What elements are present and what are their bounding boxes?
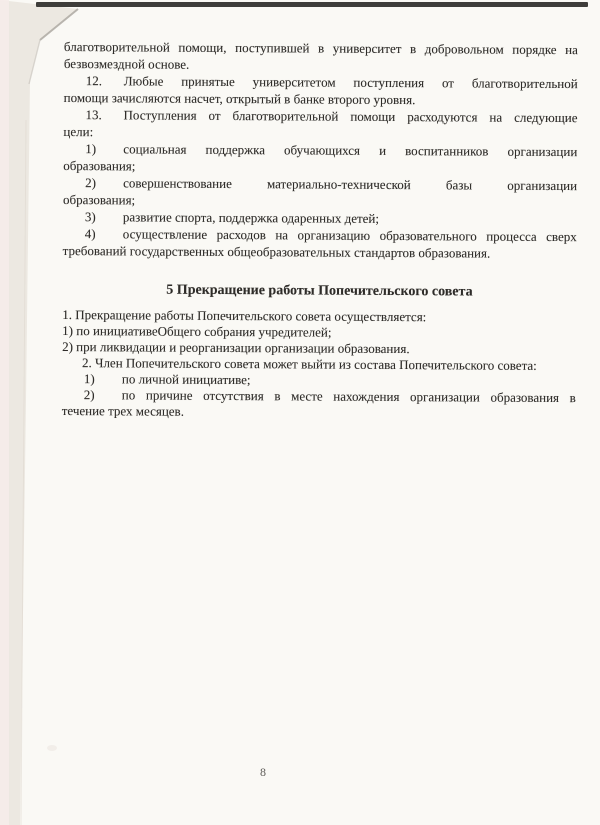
line-text: осуществление расходов на организацию образовательного процесса сверх: [122, 226, 577, 245]
line-text: образования;: [62, 191, 136, 208]
line-text: по причине отсутствия в месте нахождения организации образования в: [121, 387, 576, 406]
line-text: Поступления от благотворительной помощи расходуются на следующие: [123, 107, 578, 126]
line-text: 2. Член Попечительского совета может выйти из состава Попечительского совета:: [81, 355, 537, 373]
item-number: 1): [83, 371, 95, 387]
item-number: 2): [85, 175, 97, 191]
item-number: 3): [84, 209, 96, 225]
line-text: 1. Прекращение работы Попечительского совета осуществляется:: [62, 306, 427, 325]
line-text: 2) при ликвидации и реорганизации организации образования.: [62, 338, 410, 357]
text-line: [63, 174, 577, 194]
item-number: 4): [84, 226, 96, 242]
line-text: цели:: [63, 123, 94, 140]
line-text: Любые принятые университетом поступления от благотворительной: [123, 73, 578, 92]
line-text: помощи зачисляются насчет, открытый в банке второго уровня.: [63, 89, 416, 108]
line-text: образования;: [63, 157, 136, 174]
page-number: 8: [260, 765, 266, 779]
item-number: 2): [83, 387, 95, 403]
text-line: [63, 242, 577, 262]
line-text: по личной инициативе;: [121, 371, 251, 388]
text-line: [62, 403, 576, 422]
line-text: безвозмездной основе.: [63, 55, 190, 72]
item-number: 12.: [85, 73, 103, 89]
line-text: требований государственных общеобразовательных стандартов образования.: [62, 242, 491, 261]
line-text: 1) по инициативеОбщего собрания учредителей;: [62, 322, 332, 340]
item-number: 1): [85, 141, 97, 157]
line-text: благотворительной помощи, поступившей в университет в добровольном порядке на: [63, 38, 578, 58]
document-content: [62, 38, 578, 422]
text-line: [63, 140, 577, 160]
line-text: течение трех месяцев.: [61, 402, 185, 419]
section-heading: 5 Прекращение работы Попечительского совета: [166, 282, 473, 300]
scan-smudge: [47, 745, 57, 751]
line-text: развитие спорта, поддержка одаренных детей;: [122, 209, 380, 226]
scan-top-edge-bar: [36, 2, 588, 7]
line-text: совершенствование материально-технической базы организации: [123, 175, 578, 194]
item-number: 13.: [85, 107, 102, 123]
line-text: социальная поддержка обучающихся и воспитанников организации: [123, 141, 578, 160]
section-body: [62, 307, 577, 422]
scan-edge-strip: [0, 0, 9, 825]
text-line: [63, 106, 577, 126]
